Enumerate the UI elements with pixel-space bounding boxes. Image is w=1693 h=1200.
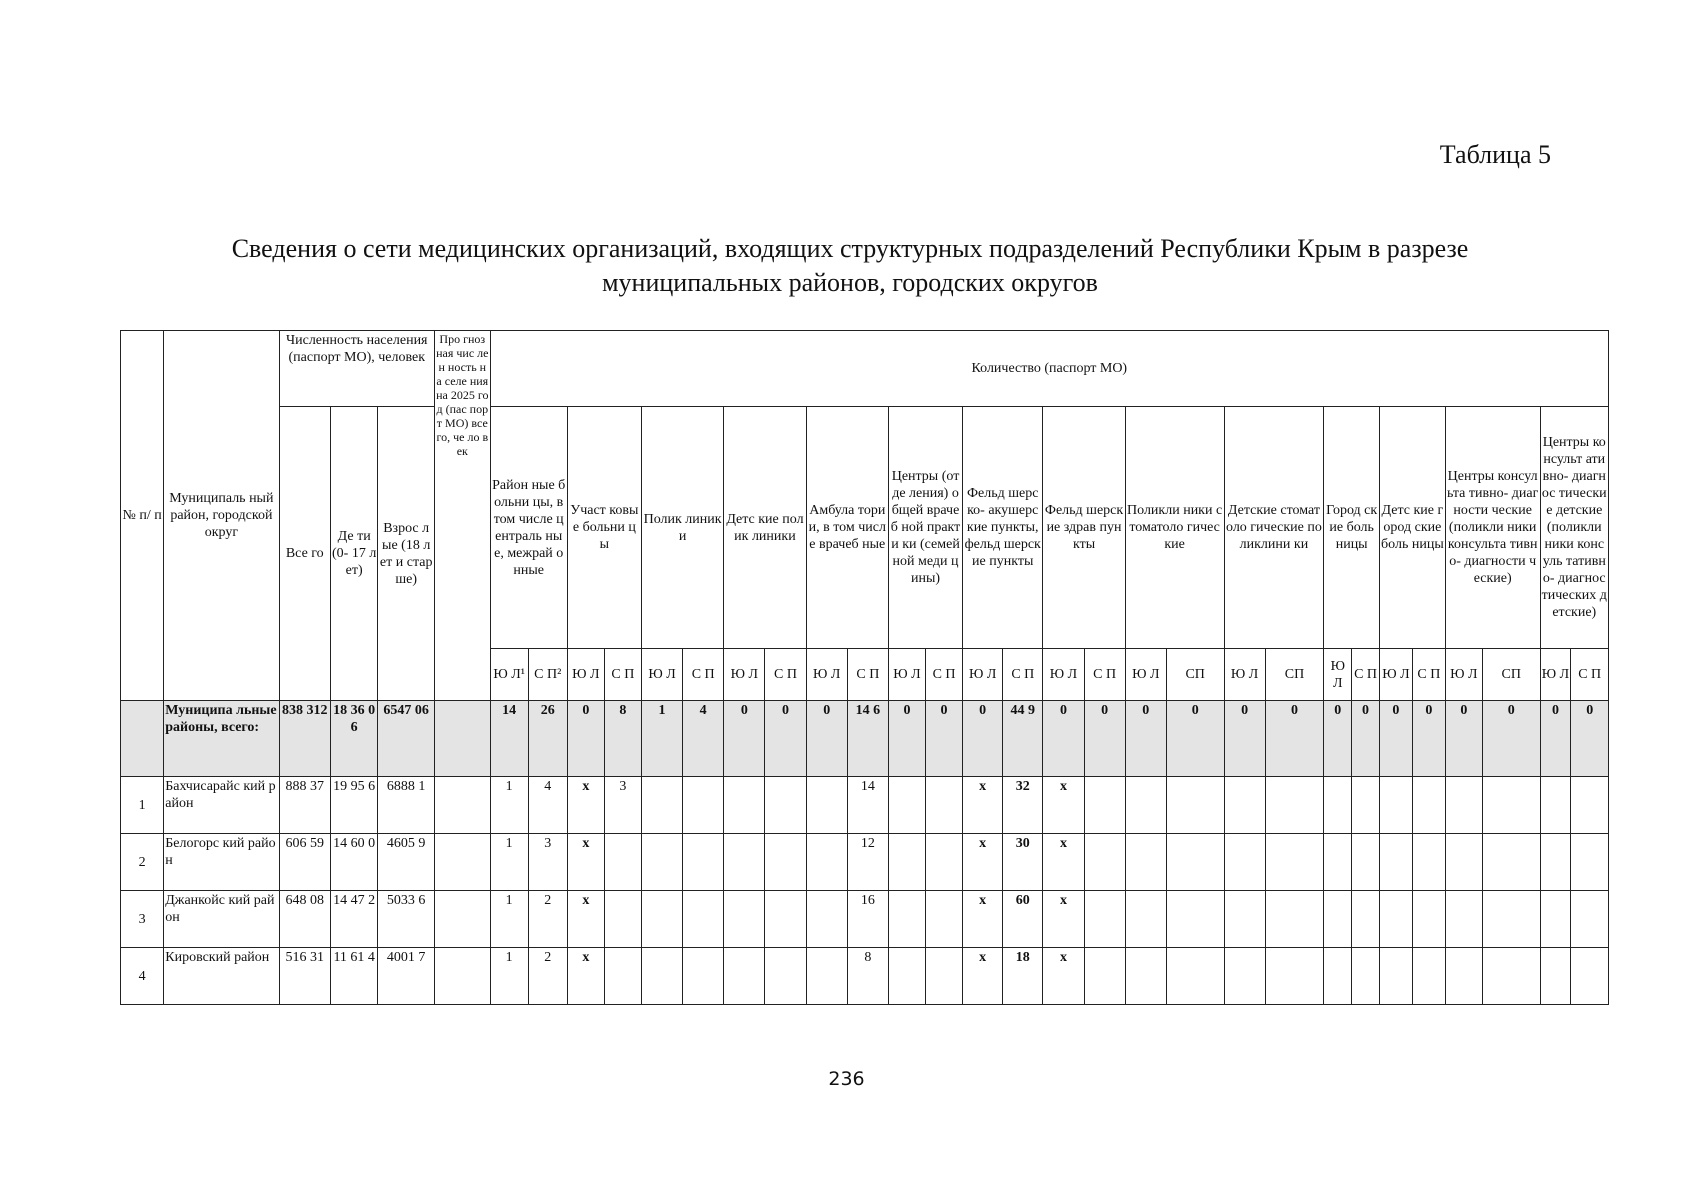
row-value (1571, 948, 1609, 1005)
row-value (1084, 777, 1125, 834)
row-value: 18 (1003, 948, 1043, 1005)
row-name: Джанкойс кий район (164, 891, 279, 948)
table-row (121, 891, 1609, 948)
row-value (1540, 891, 1571, 948)
table-row (121, 777, 1609, 834)
row-value (1445, 948, 1482, 1005)
header-num: № п/ п (121, 331, 164, 701)
total-value: 14 6 (847, 701, 888, 777)
total-value: 0 (963, 701, 1003, 777)
row-value: 1 (490, 834, 528, 891)
row-children: 14 47 2 (331, 891, 378, 948)
row-value: x (567, 948, 604, 1005)
header-sub: С П (926, 649, 963, 701)
row-value (1445, 834, 1482, 891)
document-title (120, 232, 1580, 300)
header-group: Центры консульта тивно- диагности ческие (поликли ники консульта тивно- диагности ческие) (1445, 407, 1540, 649)
header-group: Фельд шерские здрав пункты (1043, 407, 1125, 649)
table-row (121, 948, 1609, 1005)
row-value (888, 948, 925, 1005)
total-value: 0 (765, 701, 806, 777)
total-value: 0 (1352, 701, 1380, 777)
row-value (1125, 948, 1166, 1005)
header-group: Детские стоматоло гические поликлини ки (1224, 407, 1324, 649)
header-sub: Ю Л (1224, 649, 1265, 701)
row-name: Кировский район (164, 948, 279, 1005)
row-value: 60 (1003, 891, 1043, 948)
row-name: Бахчисарайс кий район (164, 777, 279, 834)
total-value: 0 (1224, 701, 1265, 777)
header-forecast: Про гноз ная чис лен ность на селе ния на 2025 год (пас порт МО) все го, че ло век (435, 331, 491, 701)
row-value: x (963, 777, 1003, 834)
header-sub: С П² (528, 649, 567, 701)
header-sub: С П (1084, 649, 1125, 701)
row-value (1224, 834, 1265, 891)
row-value (1571, 834, 1609, 891)
row-forecast (435, 948, 491, 1005)
row-value (1379, 834, 1412, 891)
row-population: 888 37 (279, 777, 330, 834)
row-value (926, 777, 963, 834)
header-group: Детс кие город ские боль ницы (1379, 407, 1445, 649)
header-population: Численность населения (паспорт МО), человек (279, 331, 434, 407)
row-value (888, 777, 925, 834)
row-value (1125, 891, 1166, 948)
row-children: 19 95 6 (331, 777, 378, 834)
row-value (1352, 948, 1380, 1005)
row-value: x (567, 777, 604, 834)
row-value: 4 (528, 777, 567, 834)
total-value: 0 (1571, 701, 1609, 777)
header-group: Фельд шерско- акушерс кие пункты, фельд шерские пункты (963, 407, 1043, 649)
row-value: 3 (604, 777, 641, 834)
row-value (1352, 891, 1380, 948)
header-sub: Ю Л (806, 649, 847, 701)
row-value (604, 948, 641, 1005)
header-group: Поликли ники стоматоло гические (1125, 407, 1224, 649)
row-value: 16 (847, 891, 888, 948)
row-value (1084, 948, 1125, 1005)
row-value (1224, 777, 1265, 834)
row-value: 1 (490, 891, 528, 948)
header-quantity: Количество (паспорт МО) (490, 331, 1608, 407)
row-population: 516 31 (279, 948, 330, 1005)
row-forecast (435, 834, 491, 891)
row-value (641, 891, 682, 948)
total-value: 0 (1166, 701, 1224, 777)
row-value (1379, 891, 1412, 948)
row-value (683, 777, 724, 834)
row-value: 30 (1003, 834, 1043, 891)
row-value: 1 (490, 948, 528, 1005)
row-value (1084, 891, 1125, 948)
header-sub: С П (1412, 649, 1445, 701)
row-value (926, 891, 963, 948)
row-value (1412, 891, 1445, 948)
row-children: 11 61 4 (331, 948, 378, 1005)
row-value (1125, 834, 1166, 891)
row-population: 606 59 (279, 834, 330, 891)
row-value (1324, 834, 1352, 891)
row-value (724, 948, 765, 1005)
row-value (1324, 948, 1352, 1005)
row-value (1324, 891, 1352, 948)
header-sub: Ю Л¹ (490, 649, 528, 701)
table-row (121, 834, 1609, 891)
total-value: 0 (567, 701, 604, 777)
row-value: 2 (528, 948, 567, 1005)
row-num: 4 (121, 948, 164, 1005)
row-value: 1 (490, 777, 528, 834)
total-value: 0 (724, 701, 765, 777)
row-value (683, 948, 724, 1005)
row-value (765, 891, 806, 948)
row-value (806, 777, 847, 834)
total-value: 0 (1043, 701, 1084, 777)
header-municipality: Муниципаль ный район, городской округ (164, 331, 279, 701)
total-value: 26 (528, 701, 567, 777)
row-adults: 4001 7 (378, 948, 435, 1005)
row-value: x (567, 834, 604, 891)
header-sub: Ю Л (1125, 649, 1166, 701)
row-value (926, 948, 963, 1005)
row-value (641, 948, 682, 1005)
row-value (1352, 834, 1380, 891)
row-value (1412, 948, 1445, 1005)
row-value: x (1043, 948, 1084, 1005)
row-value (806, 948, 847, 1005)
row-value (1540, 834, 1571, 891)
row-adults: 5033 6 (378, 891, 435, 948)
row-value (1265, 891, 1324, 948)
row-value (1352, 777, 1380, 834)
header-sub: Ю Л (1445, 649, 1482, 701)
total-value: 4 (683, 701, 724, 777)
title-line-1: Сведения о сети медицинских организаций, входящих структурных подразделений Республики Крым в разрезе (231, 234, 1469, 263)
header-sub: Ю Л (567, 649, 604, 701)
table-label: Таблица 5 (1439, 140, 1551, 169)
total-name: Муниципа льные районы, всего: (164, 701, 279, 777)
row-value (604, 834, 641, 891)
header-sub: Ю Л (641, 649, 682, 701)
row-value (888, 834, 925, 891)
row-value (1166, 948, 1224, 1005)
row-value (1379, 948, 1412, 1005)
header-sub: С П (765, 649, 806, 701)
row-value (1482, 834, 1540, 891)
page-number: 236 (828, 1068, 865, 1090)
row-num: 3 (121, 891, 164, 948)
row-value (1324, 777, 1352, 834)
row-value (1265, 948, 1324, 1005)
row-adults: 4605 9 (378, 834, 435, 891)
row-value: 3 (528, 834, 567, 891)
header-group: Город ские боль ницы (1324, 407, 1380, 649)
header-group: Центры консульт ативно- диагнос тические детские (поликли ники консуль тативно- диагнос тических детские) (1540, 407, 1608, 649)
total-value: 0 (1324, 701, 1352, 777)
row-forecast (435, 777, 491, 834)
row-value (724, 891, 765, 948)
row-value (1445, 777, 1482, 834)
row-value (765, 948, 806, 1005)
total-value: 0 (926, 701, 963, 777)
row-value: 8 (847, 948, 888, 1005)
total-value: 1 (641, 701, 682, 777)
medical-network-table (120, 330, 1609, 1005)
row-value (604, 891, 641, 948)
row-adults: 6888 1 (378, 777, 435, 834)
total-num (121, 701, 164, 777)
row-value: x (567, 891, 604, 948)
header-sub: С П (604, 649, 641, 701)
row-value (765, 834, 806, 891)
row-value (1482, 777, 1540, 834)
header-sub: СП (1265, 649, 1324, 701)
header-group: Детс кие полик линики (724, 407, 806, 649)
row-value (1482, 891, 1540, 948)
row-value (1125, 777, 1166, 834)
total-children: 18 36 06 (331, 701, 378, 777)
row-name: Белогорс кий район (164, 834, 279, 891)
row-value (1571, 777, 1609, 834)
header-sub: Ю Л (963, 649, 1003, 701)
total-value: 0 (1445, 701, 1482, 777)
header-sub: Ю Л (1379, 649, 1412, 701)
total-population: 838 312 (279, 701, 330, 777)
row-value: x (963, 948, 1003, 1005)
row-value (1412, 834, 1445, 891)
total-value: 0 (1412, 701, 1445, 777)
row-value (1482, 948, 1540, 1005)
row-value (1265, 777, 1324, 834)
header-sub: СП (1166, 649, 1224, 701)
row-value (1445, 891, 1482, 948)
row-children: 14 60 0 (331, 834, 378, 891)
row-value (1571, 891, 1609, 948)
header-sub: Ю Л (1324, 649, 1352, 701)
row-value (1265, 834, 1324, 891)
total-value: 0 (888, 701, 925, 777)
header-sub: С П (683, 649, 724, 701)
row-value (683, 891, 724, 948)
row-value: x (1043, 834, 1084, 891)
total-value: 44 9 (1003, 701, 1043, 777)
header-sub: С П (1571, 649, 1609, 701)
row-forecast (435, 891, 491, 948)
row-num: 2 (121, 834, 164, 891)
row-population: 648 08 (279, 891, 330, 948)
header-sub: С П (847, 649, 888, 701)
row-value (1166, 891, 1224, 948)
row-value (806, 891, 847, 948)
header-sub: Ю Л (1043, 649, 1084, 701)
header-pop-total: Все го (279, 407, 330, 701)
row-value: 14 (847, 777, 888, 834)
row-value: 32 (1003, 777, 1043, 834)
table-row-total (121, 701, 1609, 777)
total-value: 0 (806, 701, 847, 777)
row-value (888, 891, 925, 948)
row-value (683, 834, 724, 891)
row-value: x (1043, 777, 1084, 834)
total-forecast (435, 701, 491, 777)
row-value: x (963, 834, 1003, 891)
row-value (1379, 777, 1412, 834)
header-sub: С П (1003, 649, 1043, 701)
row-value (1166, 777, 1224, 834)
total-value: 0 (1482, 701, 1540, 777)
header-group: Полик линики (641, 407, 723, 649)
row-value: 2 (528, 891, 567, 948)
row-value (724, 834, 765, 891)
total-value: 14 (490, 701, 528, 777)
row-value (1084, 834, 1125, 891)
row-value (765, 777, 806, 834)
header-pop-children: Де ти (0- 17 лет) (331, 407, 378, 701)
total-adults: 6547 06 (378, 701, 435, 777)
row-value (1540, 777, 1571, 834)
header-pop-adults: Взрос лые (18 лет и стар ше) (378, 407, 435, 701)
row-value (1224, 948, 1265, 1005)
total-value: 0 (1265, 701, 1324, 777)
row-value (1412, 777, 1445, 834)
header-sub: Ю Л (1540, 649, 1571, 701)
header-sub: СП (1482, 649, 1540, 701)
total-value: 0 (1540, 701, 1571, 777)
header-group: Район ные больни цы, в том числе централь ные, межрай онные (490, 407, 567, 649)
header-sub: Ю Л (888, 649, 925, 701)
header-sub: С П (1352, 649, 1380, 701)
row-value: x (1043, 891, 1084, 948)
title-line-2: муниципальных районов, городских округов (602, 268, 1098, 297)
row-num: 1 (121, 777, 164, 834)
row-value: 12 (847, 834, 888, 891)
header-group: Амбула тории, в том числе врачеб ные (806, 407, 888, 649)
header-sub: Ю Л (724, 649, 765, 701)
row-value (641, 777, 682, 834)
total-value: 0 (1379, 701, 1412, 777)
total-value: 0 (1125, 701, 1166, 777)
row-value (1224, 891, 1265, 948)
header-group: Участ ковые больни цы (567, 407, 641, 649)
row-value (1166, 834, 1224, 891)
row-value (641, 834, 682, 891)
header-group: Центры (отде ления) общей врачеб ной практи ки (семей ной меди цины) (888, 407, 962, 649)
row-value (724, 777, 765, 834)
row-value (926, 834, 963, 891)
total-value: 0 (1084, 701, 1125, 777)
row-value (1540, 948, 1571, 1005)
total-value: 8 (604, 701, 641, 777)
row-value: x (963, 891, 1003, 948)
row-value (806, 834, 847, 891)
